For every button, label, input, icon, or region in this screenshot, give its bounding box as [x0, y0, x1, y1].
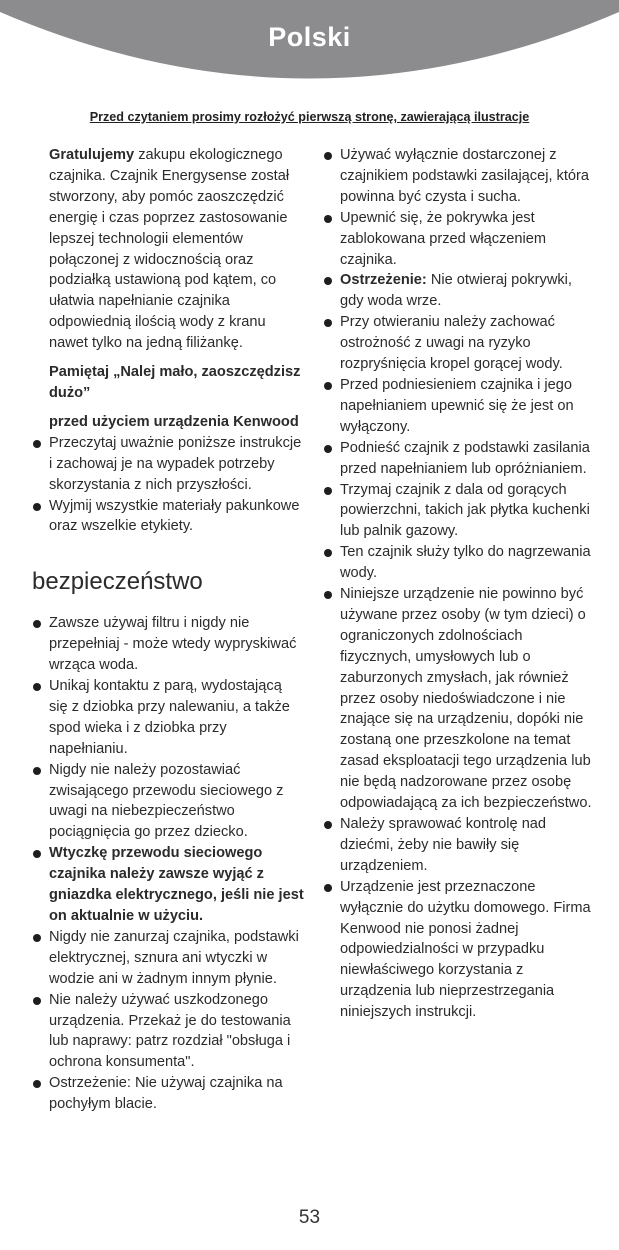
list-item: Niniejsze urządzenie nie powinno być używane przez osoby (w tym dzieci) o ograniczonych zdolnościach fizycznych, umysłowych lub o zaburzonych zmysłach, jak również przez osoby niedoświadczone i nie znające się na urządzeniu, dopóki nie zostaną one przeszkolone na temat zasad eksploatacji tego urządzenia lub nie będą nadzorowane przez osobę odpowiadającą za ich bezpieczeństwo.: [323, 584, 595, 814]
list-item: Przed podniesieniem czajnika i jego napełnianiem upewnić się że jest on wyłączony.: [323, 375, 595, 438]
bullet-icon: [33, 683, 41, 691]
list-item: Przeczytaj uważnie poniższe instrukcje i zachowaj je na wypadek potrzeby skorzystania z nich przyszłości.: [32, 433, 304, 496]
bullet-icon: [33, 997, 41, 1005]
bullet-icon: [324, 445, 332, 453]
fold-out-notice: Przed czytaniem prosimy rozłożyć pierwszą stronę, zawierającą ilustracje: [89, 110, 530, 124]
language-title: Polski: [268, 22, 351, 52]
bullet-icon: [33, 850, 41, 858]
bullet-icon: [324, 821, 332, 829]
bullet-icon: [324, 319, 332, 327]
list-item: Upewnić się, że pokrywka jest zablokowana przed włączeniem czajnika.: [323, 208, 595, 271]
safety-list-left: [32, 613, 304, 1115]
bullet-icon: [33, 934, 41, 942]
page-number: 53: [298, 1207, 321, 1228]
header-band: [0, 0, 619, 110]
before-use-heading: przed użyciem urządzenia Kenwood: [49, 413, 299, 430]
bullet-icon: [33, 767, 41, 775]
bullet-icon: [324, 487, 332, 495]
bullet-icon: [33, 1080, 41, 1088]
bullet-icon: [33, 503, 41, 511]
list-item: Wtyczkę przewodu sieciowego czajnika należy zawsze wyjąć z gniazdka elektrycznego, jeśli nie jest on aktualnie w użyciu.: [32, 843, 304, 927]
bullet-icon: [324, 591, 332, 599]
intro-text: zakupu ekologicznego czajnika. Czajnik Energysense został stworzony, aby pomóc zaoszczędzić energię i czas poprzez zastosowanie lepszej technologii elementów połączonej z widocznością oraz podziałką ustawioną pod kątem, co ułatwia napełnianie czajnika odpowiednią ilością wody z kranu nawet tylko na jedną filiżankę.: [49, 147, 290, 352]
bullet-icon: [324, 277, 332, 285]
list-item: Zawsze używaj filtru i nigdy nie przepełniaj - może wtedy wypryskiwać wrząca woda.: [32, 613, 304, 676]
section-title-safety: bezpieczeństwo: [32, 568, 203, 596]
list-item: Trzymaj czajnik z dala od gorących powierzchni, takich jak płytka kuchenki lub palnik gazowy.: [323, 480, 595, 543]
left-column: [32, 145, 304, 1115]
list-item: Unikaj kontaktu z parą, wydostającą się z dziobka przy nalewaniu, a także spod wieka i z dziobka przy napełnianiu.: [32, 676, 304, 760]
warning-label: Ostrzeżenie:: [49, 1075, 131, 1092]
bullet-icon: [324, 152, 332, 160]
list-item: Urządzenie jest przeznaczone wyłącznie do użytku domowego. Firma Kenwood nie ponosi żadnej odpowiedzialności w przypadku niewłaściwego korzystania z urządzenia lub nieprzestrzegania niniejszych instrukcji.: [323, 877, 595, 1023]
bullet-icon: [33, 440, 41, 448]
list-item: Nie należy używać uszkodzonego urządzenia. Przekaż je do testowania lub naprawy: patrz rozdział "obsługa i ochrona konsumenta".: [32, 990, 304, 1074]
motto: Pamiętaj „Nalej mało, zaoszczędzisz dużo”: [49, 364, 301, 401]
list-item: Ostrzeżenie: Nie używaj czajnika na pochyłym blacie.: [32, 1073, 304, 1115]
right-column: [323, 145, 595, 1023]
intro-lead: Gratulujemy: [49, 147, 135, 163]
before-use-list: [32, 433, 304, 538]
list-item: Podnieść czajnik z podstawki zasilania przed napełnianiem lub opróżnianiem.: [323, 438, 595, 480]
list-item: Należy sprawować kontrolę nad dziećmi, żeby nie bawiły się urządzeniem.: [323, 814, 595, 877]
bullet-icon: [324, 382, 332, 390]
list-item: Ostrzeżenie: Nie otwieraj pokrywki, gdy woda wrze.: [323, 270, 595, 312]
list-item: Nigdy nie należy pozostawiać zwisającego przewodu sieciowego z uwagi na niebezpieczeństwo pociągnięcia go przez dziecko.: [32, 760, 304, 844]
bullet-icon: [324, 884, 332, 892]
bullet-icon: [33, 620, 41, 628]
list-item: Używać wyłącznie dostarczonej z czajnikiem podstawki zasilającej, która powinna być czysta i sucha.: [323, 145, 595, 208]
list-item: Wyjmij wszystkie materiały pakunkowe oraz wszelkie etykiety.: [32, 496, 304, 538]
safety-list-right: [323, 145, 595, 1023]
list-item: Przy otwieraniu należy zachować ostrożność z uwagi na ryzyko rozpryśnięcia kropel gorącej wody.: [323, 312, 595, 375]
bullet-icon: [324, 215, 332, 223]
list-item: Ten czajnik służy tylko do nagrzewania wody.: [323, 542, 595, 584]
bullet-icon: [324, 549, 332, 557]
list-item: Nigdy nie zanurzaj czajnika, podstawki elektrycznej, sznura ani wtyczki w wodzie ani w żadnym innym płynie.: [32, 927, 304, 990]
intro-paragraph: [32, 145, 304, 354]
warning-label: Ostrzeżenie:: [340, 272, 427, 289]
